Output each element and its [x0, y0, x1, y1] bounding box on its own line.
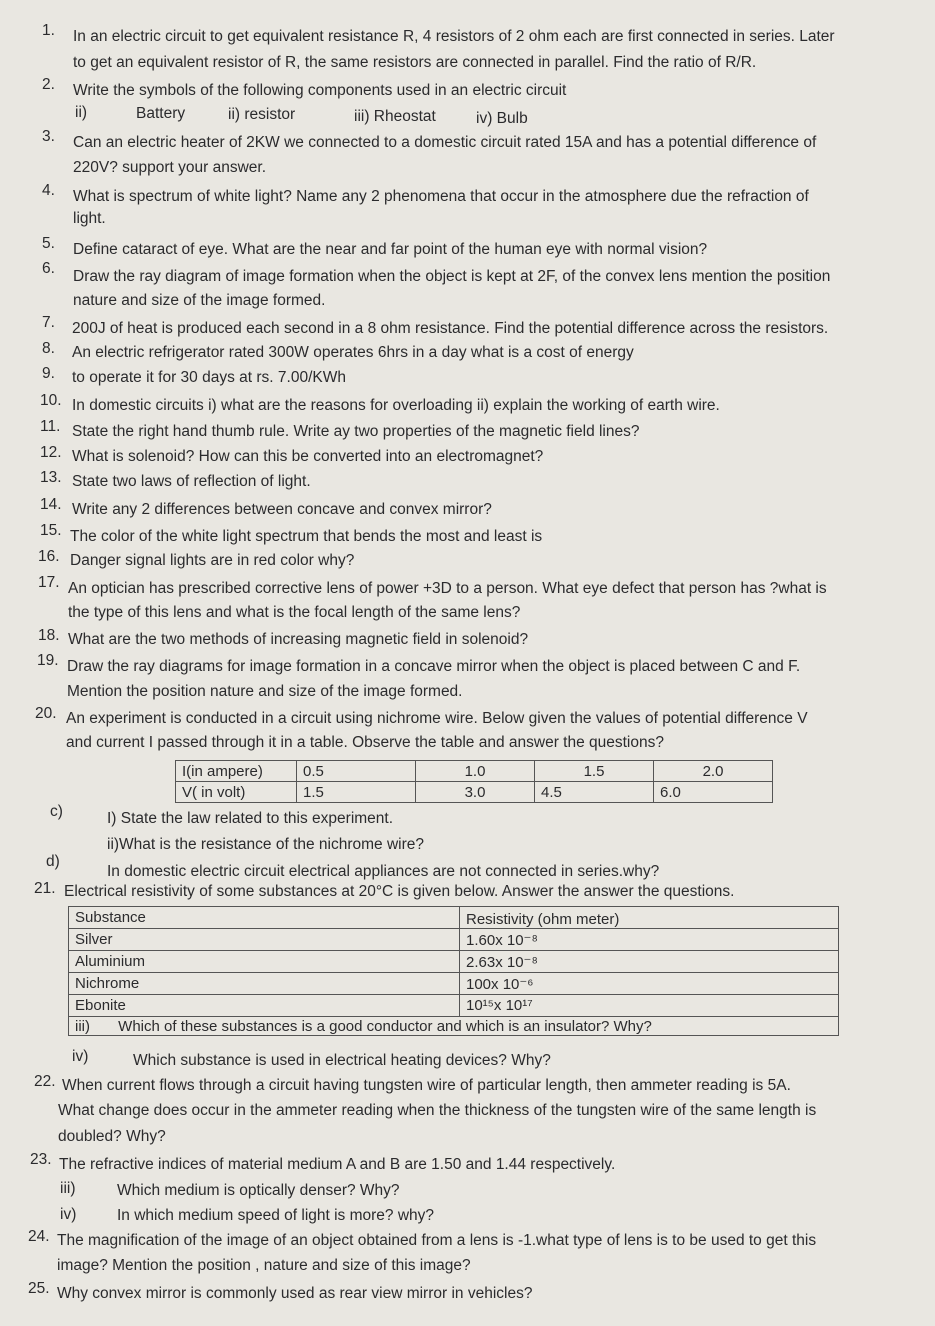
q17-number: 17.: [38, 574, 60, 591]
q10-number: 10.: [40, 392, 62, 409]
q8-line1: An electric refrigerator rated 300W operates 6hrs in a day what is a cost of energy: [72, 344, 634, 361]
q17-line1: An optician has prescribed corrective lens of power +3D to a person. What eye defect that person has ?what is: [68, 580, 827, 597]
q21-sub-a-text: Which of these substances is a good conductor and which is an insulator? Why?: [118, 1017, 652, 1035]
q16-line1: Danger signal lights are in red color why?: [70, 552, 355, 569]
q13-number: 13.: [40, 469, 62, 486]
q21-row: [69, 951, 839, 973]
q14-line1: Write any 2 differences between concave and convex mirror?: [72, 501, 492, 518]
q22-line3: doubled? Why?: [58, 1128, 166, 1145]
q21-sub-b-label: iv): [72, 1048, 89, 1065]
q4-line1: What is spectrum of white light? Name any 2 phenomena that occur in the atmosphere due the refraction of: [73, 188, 809, 205]
q6-line1: Draw the ray diagram of image formation when the object is kept at 2F, of the convex lens mention the position: [73, 268, 831, 285]
q20-number: 20.: [35, 705, 57, 722]
q20-c-label: c): [50, 803, 63, 820]
q2-item-a: ii): [75, 104, 88, 121]
q20-cell: 2.0: [654, 761, 773, 782]
q5-number: 5.: [42, 235, 55, 252]
q9-line1: to operate it for 30 days at rs. 7.00/KWh: [72, 369, 346, 386]
q21-table: [68, 906, 839, 1036]
q23-sub-a-text: Which medium is optically denser? Why?: [117, 1182, 400, 1199]
q20-row-voltage: [176, 782, 773, 803]
q21-sub-a-label: iii): [75, 1017, 90, 1035]
q20-cell: V( in volt): [176, 782, 297, 803]
q1-number: 1.: [42, 22, 55, 39]
q21-cell: 2.63x 10⁻⁸: [460, 951, 839, 973]
q18-number: 18.: [38, 627, 60, 644]
q17-line2: the type of this lens and what is the focal length of the same lens?: [68, 604, 521, 621]
q2-item-bulb: iv) Bulb: [476, 110, 528, 127]
q4-number: 4.: [42, 182, 55, 199]
q2-item-resistor: ii) resistor: [228, 106, 296, 123]
q11-number: 11.: [40, 418, 61, 435]
q22-line2: What change does occur in the ammeter reading when the thickness of the tungsten wire of the same length is: [58, 1102, 817, 1119]
q22-line1: When current flows through a circuit having tungsten wire of particular length, then ammeter reading is 5A.: [62, 1077, 791, 1094]
q2-number: 2.: [42, 76, 55, 93]
q2-item-battery: Battery: [136, 105, 186, 122]
q18-line1: What are the two methods of increasing magnetic field in solenoid?: [68, 631, 529, 648]
q20-cell: 3.0: [416, 782, 535, 803]
q21-row: [69, 929, 839, 951]
q21-head-row: [69, 907, 839, 929]
q6-number: 6.: [42, 260, 55, 277]
q13-line1: State two laws of reflection of light.: [72, 473, 311, 490]
q20-cell: 1.5: [297, 782, 416, 803]
q21-cell: Nichrome: [69, 973, 460, 995]
q20-cell: 4.5: [535, 782, 654, 803]
q1-line2: to get an equivalent resistor of R, the same resistors are connected in parallel. Find the ratio of R/R.: [73, 54, 757, 71]
q20-row-current: [176, 761, 773, 782]
q21-cell: 1.60x 10⁻⁸: [460, 929, 839, 951]
q21-row-question: [69, 1017, 839, 1036]
q14-number: 14.: [40, 496, 62, 513]
q23-sub-b-label: iv): [60, 1206, 77, 1223]
q15-line1: The color of the white light spectrum that bends the most and least is: [70, 528, 543, 545]
q11-line1: State the right hand thumb rule. Write ay two properties of the magnetic field lines?: [72, 423, 640, 440]
q19-number: 19.: [37, 652, 59, 669]
q20-d-label: d): [46, 853, 60, 870]
q21-head-cell: Resistivity (ohm meter): [460, 907, 839, 929]
q21-cell: Ebonite: [69, 995, 460, 1017]
q19-line1: Draw the ray diagrams for image formation in a concave mirror when the object is placed between C and F.: [67, 658, 801, 675]
q22-number: 22.: [34, 1073, 56, 1090]
q25-line1: Why convex mirror is commonly used as rear view mirror in vehicles?: [57, 1285, 533, 1302]
q10-line1: In domestic circuits i) what are the reasons for overloading ii) explain the working of earth wire.: [72, 397, 720, 414]
q4-line2: light.: [73, 210, 106, 227]
q20-cell: I(in ampere): [176, 761, 297, 782]
q23-line1: The refractive indices of material medium A and B are 1.50 and 1.44 respectively.: [59, 1156, 616, 1173]
q5-line1: Define cataract of eye. What are the near and far point of the human eye with normal vision?: [73, 241, 708, 258]
q24-line2: image? Mention the position , nature and size of this image?: [57, 1257, 471, 1274]
q15-number: 15.: [40, 522, 62, 539]
q19-line2: Mention the position nature and size of the image formed.: [67, 683, 463, 700]
q23-sub-a-label: iii): [60, 1180, 76, 1197]
q12-line1: What is solenoid? How can this be converted into an electromagnet?: [72, 448, 544, 465]
q21-cell: 100x 10⁻⁶: [460, 973, 839, 995]
q20-cell: 0.5: [297, 761, 416, 782]
q23-sub-b-text: In which medium speed of light is more? why?: [117, 1207, 435, 1224]
q16-number: 16.: [38, 548, 60, 565]
q1-line1: In an electric circuit to get equivalent resistance R, 4 resistors of 2 ohm each are first connected in series. Later: [73, 28, 835, 45]
q21-line1: Electrical resistivity of some substances at 20°C is given below. Answer the answer the questions.: [64, 883, 735, 900]
q23-number: 23.: [30, 1151, 52, 1168]
q20-cell: 6.0: [654, 782, 773, 803]
q21-row: [69, 995, 839, 1017]
q20-d-text: In domestic electric circuit electrical appliances are not connected in series.why?: [107, 863, 660, 880]
q21-cell: 10¹⁵x 10¹⁷: [460, 995, 839, 1017]
q20-c-i: I) State the law related to this experiment.: [107, 810, 394, 827]
q21-head-cell: Substance: [69, 907, 460, 929]
q20-line2: and current I passed through it in a table. Observe the table and answer the questions?: [66, 734, 664, 751]
q3-line2: 220V? support your answer.: [73, 159, 267, 176]
q2-line1: Write the symbols of the following components used in an electric circuit: [73, 82, 567, 99]
q20-c-ii: ii)What is the resistance of the nichrome wire?: [107, 836, 425, 853]
q24-line1: The magnification of the image of an object obtained from a lens is -1.what type of lens is to be used to get this: [57, 1232, 817, 1249]
q7-number: 7.: [42, 314, 55, 331]
q21-cell: Aluminium: [69, 951, 460, 973]
q21-row: [69, 973, 839, 995]
q8-number: 8.: [42, 340, 55, 357]
q6-line2: nature and size of the image formed.: [73, 292, 326, 309]
q25-number: 25.: [28, 1280, 50, 1297]
q21-sub-b-text: Which substance is used in electrical heating devices? Why?: [133, 1052, 551, 1069]
q3-number: 3.: [42, 128, 55, 145]
q20-cell: 1.5: [535, 761, 654, 782]
q21-cell: Silver: [69, 929, 460, 951]
q12-number: 12.: [40, 444, 62, 461]
q21-number: 21.: [34, 880, 56, 897]
q3-line1: Can an electric heater of 2KW we connected to a domestic circuit rated 15A and has a potential difference of: [73, 134, 817, 151]
q9-number: 9.: [42, 365, 55, 382]
q20-cell: 1.0: [416, 761, 535, 782]
q7-line1: 200J of heat is produced each second in a 8 ohm resistance. Find the potential difference across the resistors.: [72, 320, 829, 337]
q20-table: [175, 760, 773, 803]
q20-line1: An experiment is conducted in a circuit using nichrome wire. Below given the values of potential difference V: [66, 710, 808, 727]
q2-item-rheostat: iii) Rheostat: [354, 108, 436, 125]
q24-number: 24.: [28, 1228, 50, 1245]
